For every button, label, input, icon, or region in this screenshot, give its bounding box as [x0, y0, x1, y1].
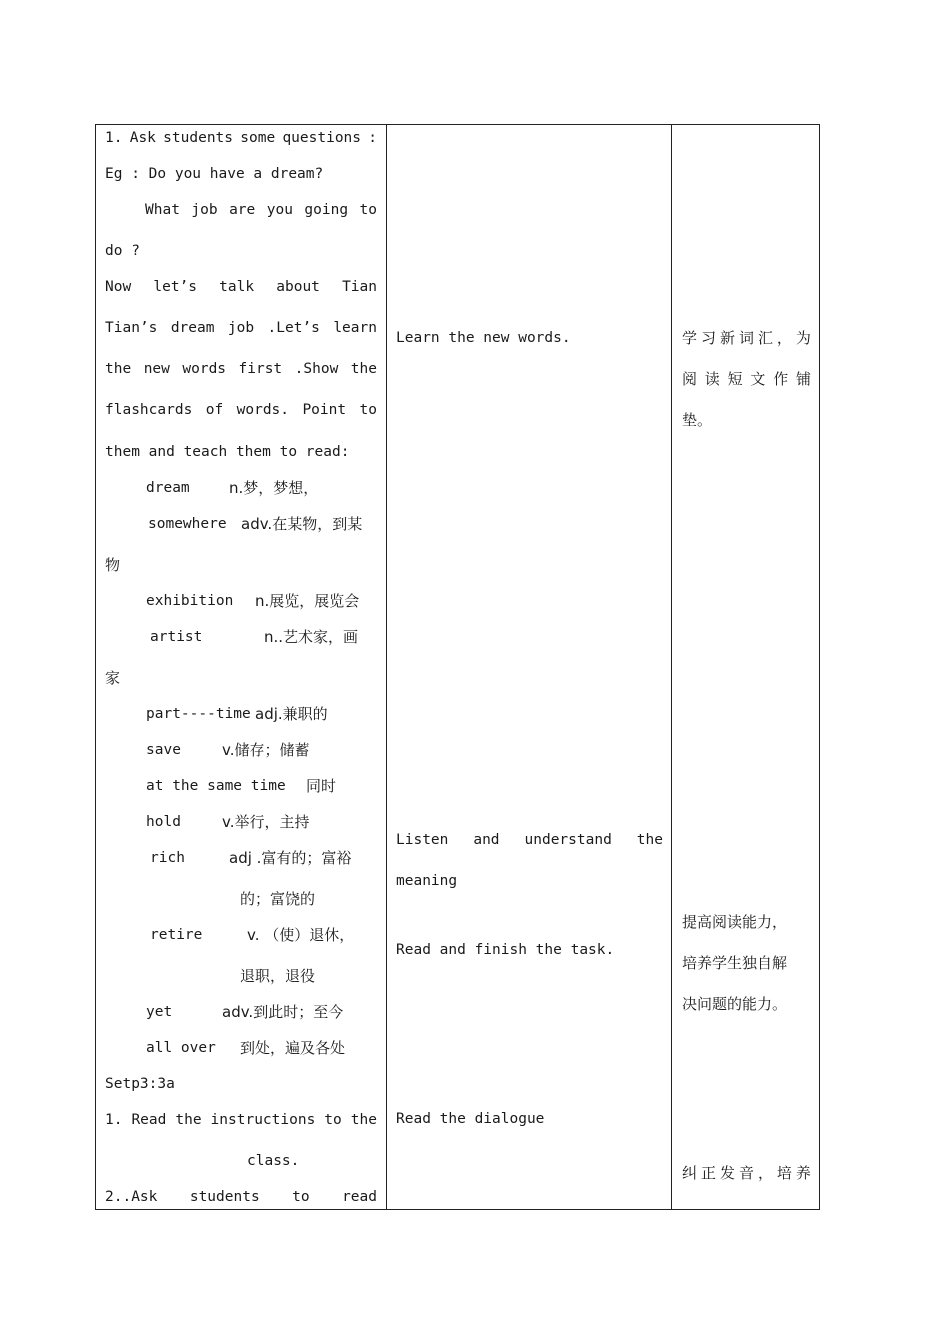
word: Now — [105, 279, 132, 295]
vocab-meaning-retire: v. （使）退休， — [247, 926, 355, 944]
col1-line-7 — [105, 360, 377, 378]
word: Ask — [129, 130, 156, 146]
col1-ask-students — [105, 1188, 377, 1206]
word: about — [276, 279, 320, 295]
column-divider-2 — [671, 124, 672, 1210]
word: learn — [333, 320, 377, 336]
word: 短 — [727, 370, 743, 388]
col1-line-3 — [145, 201, 377, 219]
word: ， — [776, 329, 792, 347]
vocab-word-parttime: part----time — [146, 706, 251, 722]
vocab-meaning-hold: v.举行，主持 — [222, 813, 310, 831]
word: Point — [302, 402, 347, 418]
word: questions — [282, 130, 362, 146]
vocab-meaning-allover: 到处，遍及各处 — [240, 1039, 346, 1057]
vocab-meaning-parttime: adj.兼职的 — [255, 705, 328, 723]
word: 铺 — [795, 370, 811, 388]
word: 汇 — [757, 329, 773, 347]
col1-line-2: Eg : Do you have a dream? — [105, 166, 324, 182]
word: 习 — [700, 329, 716, 347]
vocab-word-rich: rich — [150, 850, 185, 866]
word: instructions — [210, 1112, 316, 1128]
col2-listen — [396, 831, 663, 849]
word: What — [145, 202, 180, 218]
word: job — [227, 320, 255, 336]
vocab-word-somewhere: somewhere — [148, 516, 227, 532]
col3-purpose-c-line1 — [682, 1164, 811, 1182]
col1-line-8 — [105, 401, 377, 419]
vocab-meaning-somewhere: adv.在某物，到某 — [241, 515, 363, 533]
vocab-meaning-yet: adv.到此时；至今 — [222, 1003, 344, 1021]
word: 文 — [750, 370, 766, 388]
word: the — [636, 832, 663, 848]
word: students — [189, 1189, 260, 1205]
word: new — [143, 361, 170, 377]
col1-read-instructions — [105, 1111, 377, 1129]
vocab-word-yet: yet — [146, 1004, 173, 1020]
word: 音 — [738, 1164, 754, 1182]
vocab-word-retire: retire — [150, 927, 203, 943]
vocab-meaning-sametime: 同时 — [306, 777, 337, 795]
col1-line-6 — [105, 319, 377, 337]
word: talk — [219, 279, 255, 295]
word: Read — [131, 1112, 167, 1128]
vocab-meaning-somewhere-cont: 物 — [105, 556, 121, 574]
word: flashcards — [105, 402, 193, 418]
word: 学 — [682, 329, 698, 347]
word: let’s — [153, 279, 198, 295]
word: to — [359, 402, 377, 418]
col3-purpose-a-line2 — [682, 370, 811, 388]
vocab-word-dream: dream — [146, 480, 190, 496]
word: 新 — [719, 329, 735, 347]
word: the — [350, 361, 377, 377]
word: 养 — [795, 1164, 811, 1182]
col2-read-dialogue: Read the dialogue — [396, 1111, 545, 1127]
word: .Let’s — [267, 320, 320, 336]
vocab-meaning-dream: n.梦，梦想， — [229, 479, 319, 497]
word: to — [324, 1112, 342, 1128]
word: are — [229, 202, 256, 218]
word: first — [238, 361, 283, 377]
col2-finish-task: Read and finish the task. — [396, 942, 615, 958]
vocab-word-allover: all over — [146, 1040, 216, 1056]
word: 1. — [105, 130, 123, 146]
word: going — [304, 202, 349, 218]
word: the — [105, 361, 132, 377]
col2-meaning: meaning — [396, 873, 458, 889]
word: 培 — [776, 1164, 792, 1182]
word: 1. — [105, 1112, 123, 1128]
col1-line-1 — [105, 129, 377, 147]
vocab-word-hold: hold — [146, 814, 181, 830]
vocab-word-artist: artist — [150, 629, 203, 645]
word: dream — [170, 320, 215, 336]
vocab-meaning-artist-cont: 家 — [105, 669, 121, 687]
col1-class: class. — [247, 1153, 300, 1169]
col3-purpose-a-line1 — [682, 329, 811, 347]
col3-purpose-b-line1: 提高阅读能力， — [682, 913, 788, 931]
word: the — [175, 1112, 202, 1128]
col1-line-5 — [105, 278, 377, 296]
col3-purpose-a-line3: 垫。 — [682, 411, 713, 429]
vocab-meaning-save: v.储存；储蓄 — [222, 741, 310, 759]
vocab-word-exhibition: exhibition — [146, 593, 234, 609]
vocab-word-save: save — [146, 742, 181, 758]
vocab-word-sametime: at the same time — [146, 778, 286, 794]
vocab-meaning-artist: n..艺术家，画 — [264, 628, 359, 646]
vocab-meaning-rich-cont: 的；富饶的 — [240, 890, 316, 908]
word: the — [350, 1112, 377, 1128]
word: to — [359, 202, 377, 218]
word: and — [473, 832, 500, 848]
word: 作 — [773, 370, 789, 388]
word: 阅 — [682, 370, 698, 388]
word: 读 — [704, 370, 720, 388]
word: understand — [524, 832, 612, 848]
word: .Show — [294, 361, 339, 377]
word: 为 — [795, 329, 811, 347]
word: 发 — [719, 1164, 735, 1182]
word: ， — [757, 1164, 773, 1182]
col3-purpose-b-line2: 培养学生独自解 — [682, 954, 788, 972]
word: Listen — [396, 832, 449, 848]
word: : — [368, 130, 377, 146]
word: job — [191, 202, 218, 218]
vocab-meaning-exhibition: n.展览，展览会 — [255, 592, 360, 610]
word: of — [205, 402, 224, 418]
column-divider-1 — [386, 124, 387, 1210]
word: Tian — [342, 279, 377, 295]
word: 纠 — [682, 1164, 698, 1182]
word: 2..Ask — [105, 1189, 158, 1205]
word: to — [292, 1189, 310, 1205]
vocab-meaning-retire-cont: 退职，退役 — [240, 967, 316, 985]
word: 正 — [700, 1164, 716, 1182]
col3-purpose-b-line3: 决问题的能力。 — [682, 995, 788, 1013]
col1-line-9: them and teach them to read: — [105, 444, 350, 460]
word: students — [163, 130, 234, 146]
word: words — [182, 361, 227, 377]
vocab-meaning-rich: adj .富有的；富裕 — [229, 849, 352, 867]
word: 词 — [738, 329, 754, 347]
word: Tian’s — [105, 320, 158, 336]
col1-line-4: do ? — [105, 243, 140, 259]
col2-learn-words: Learn the new words. — [396, 330, 571, 346]
word: some — [240, 130, 276, 146]
step-heading: Setp3:3a — [105, 1076, 175, 1092]
word: you — [266, 202, 293, 218]
word: read — [342, 1189, 377, 1205]
word: words. — [236, 402, 290, 418]
